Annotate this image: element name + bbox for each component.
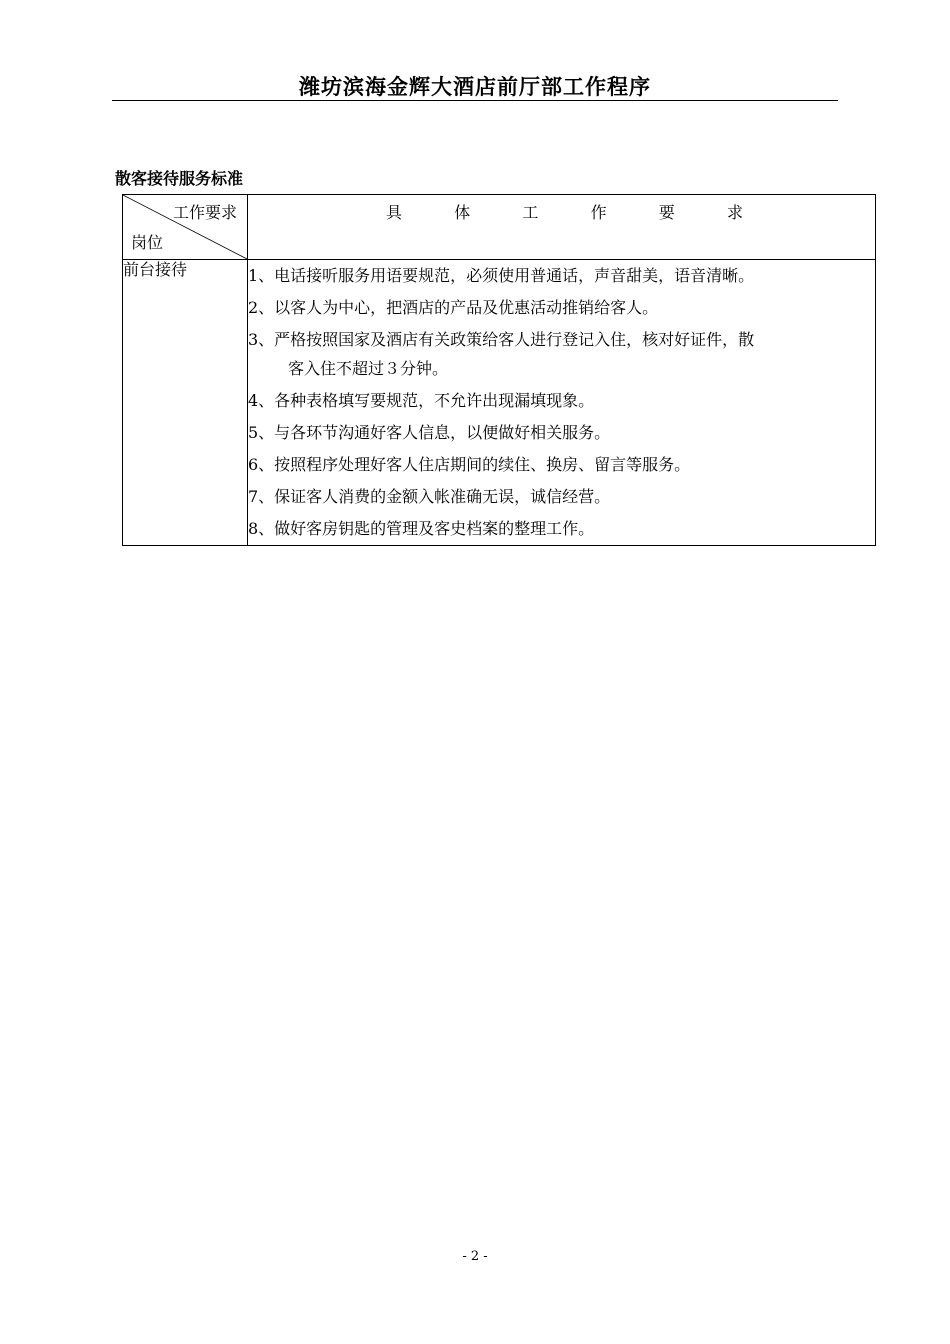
requirement-item: 7、保证客人消费的金额入帐准确无误，诚信经营。 (248, 487, 611, 506)
page-number: - 2 - (462, 1249, 488, 1264)
requirement-item: 8、做好客房钥匙的管理及客史档案的整理工作。 (248, 519, 595, 538)
requirements-header-cell (248, 195, 876, 260)
requirements-cell (248, 260, 876, 546)
requirement-item-text: 3、严格按照国家及酒店有关政策给客人进行登记入住，核对好证件，散 (248, 330, 755, 349)
requirement-item (248, 324, 875, 385)
post-cell: 前台接待 (123, 260, 248, 546)
requirement-item-continuation: 客入住不超过３分钟。 (288, 359, 449, 378)
requirement-item: 4、各种表格填写要规范，不允许出现漏填现象。 (248, 391, 595, 410)
header-requirement-label: 工作要求 (172, 203, 237, 222)
requirement-item: 2、以客人为中心，把酒店的产品及优惠活动推销给客人。 (248, 298, 659, 317)
header-rule (112, 100, 838, 101)
header-char: 具 (386, 203, 403, 222)
header-char: 工 (522, 203, 539, 222)
header-post-label: 岗位 (131, 233, 164, 252)
header-char: 体 (454, 203, 471, 222)
table-header-row (123, 195, 876, 260)
header-char: 要 (658, 203, 675, 222)
header-char: 求 (726, 203, 743, 222)
page-header-title: 潍坊滨海金辉大酒店前厅部工作程序 (299, 75, 651, 99)
standards-table (122, 194, 876, 546)
table-row (123, 260, 876, 546)
requirement-item: 6、按照程序处理好客人住店期间的续住、换房、留言等服务。 (248, 455, 691, 474)
header-char: 作 (590, 203, 607, 222)
diagonal-header-cell (123, 195, 248, 260)
section-title: 散客接待服务标准 (115, 169, 244, 188)
requirement-item: 1、电话接听服务用语要规范，必须使用普通话，声音甜美，语音清晰。 (248, 266, 755, 285)
requirement-item: 5、与各环节沟通好客人信息，以便做好相关服务。 (248, 423, 611, 442)
